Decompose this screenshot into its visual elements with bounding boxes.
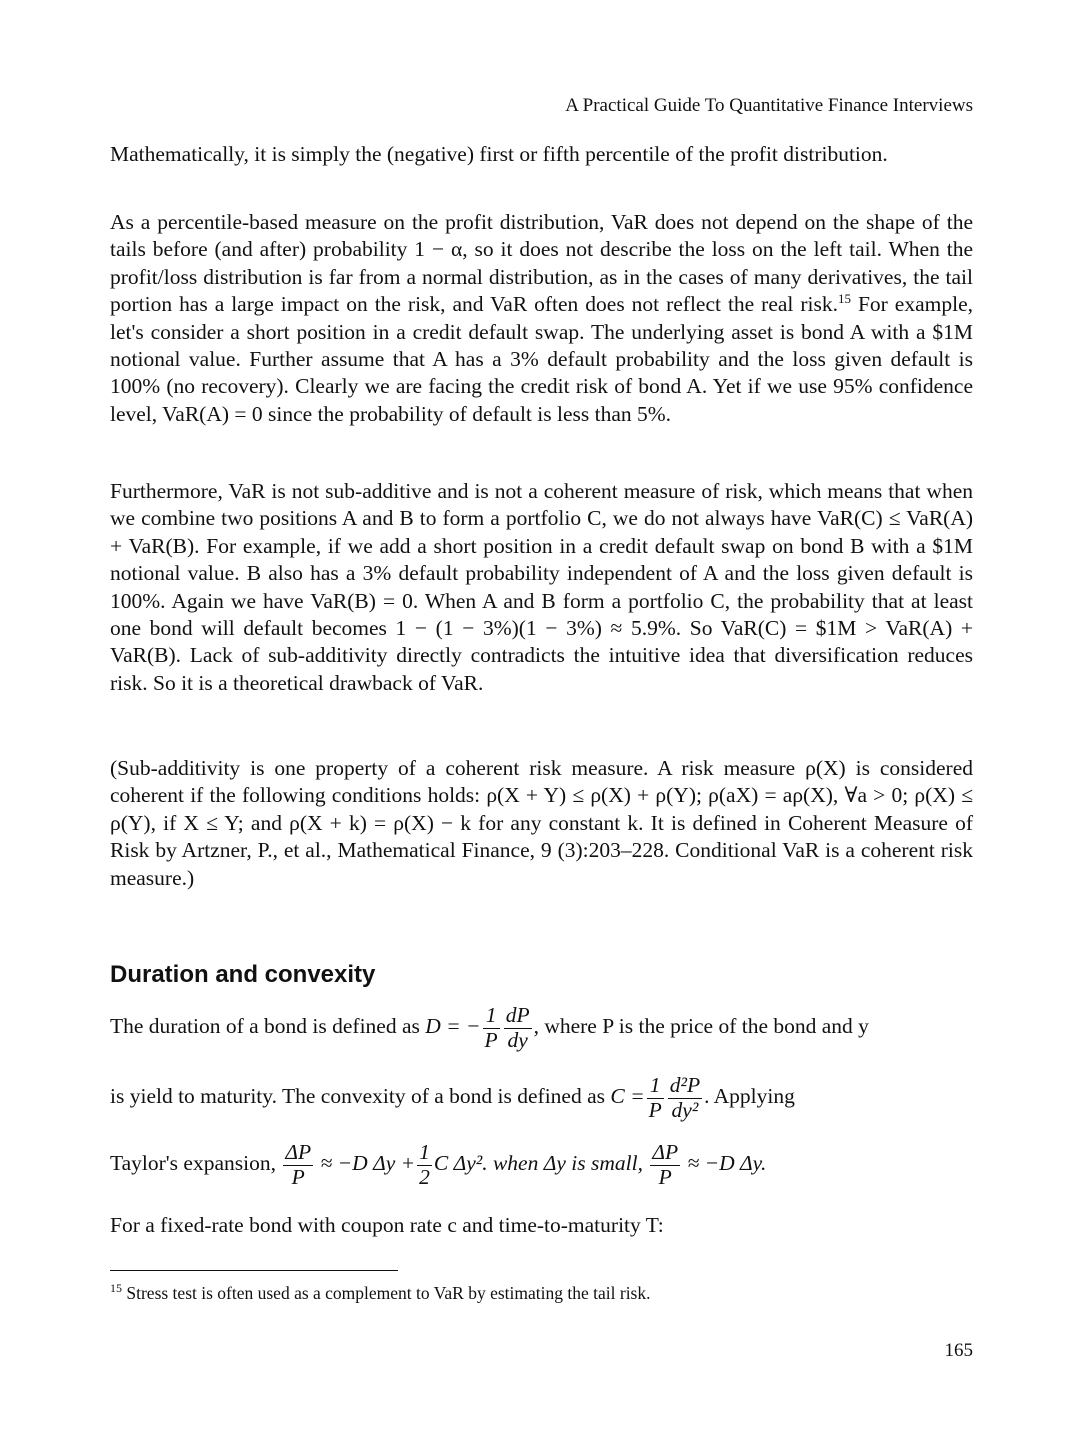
duration-num-2: dP: [505, 1003, 530, 1027]
convexity-fraction-1: [647, 1074, 664, 1122]
convexity-before: is yield to maturity. The convexity of a bond is defined as: [110, 1084, 605, 1109]
taylor-mid: ≈ −D Δy +: [320, 1151, 416, 1176]
duration-den-1: P: [484, 1027, 498, 1052]
paragraph-var-percentile: Mathematically, it is simply the (negative) first or fifth percentile of the profit distribution.: [110, 142, 888, 166]
fixed-rate-bond-line: For a fixed-rate bond with coupon rate c and time-to-maturity T:: [110, 1213, 664, 1237]
taylor-fraction-1: [283, 1141, 313, 1189]
running-header: A Practical Guide To Quantitative Finance Interviews: [565, 95, 973, 116]
convexity-lhs: C =: [610, 1084, 645, 1109]
paragraph-coherent-risk: (Sub-additivity is one property of a coherent risk measure. A risk measure ρ(X) is considered coherent if the following conditions holds: ρ(X + Y) ≤ ρ(X) + ρ(Y); ρ(aX) = aρ(X), ∀a > 0; ρ(X) ≤ ρ(Y), if X ≤ Y; and ρ(X + k) = ρ(X) − k for any constant k. It is defined in Coherent Measure of Risk by Artzner, P., et al., Mathematical Finance, 9 (3):203–228. Conditional VaR is a coherent risk measure.): [110, 756, 973, 890]
duration-num-1: 1: [483, 1004, 500, 1029]
paragraph-sub-additivity: Furthermore, VaR is not sub-additive and is not a coherent measure of risk, which means that when we combine two positions A and B to form a portfolio C, we do not always have VaR(C) ≤ VaR(A) + VaR(B). For example, if we add a short position in a credit default swap on bond B with a $1M notional value. B also has a 3% default probability independent of A and the loss given default is 100%. Again we have VaR(B) = 0. When A and B form a portfolio C, the probability that at least one bond will default becomes 1 − (1 − 3%)(1 − 3%) ≈ 5.9%. So VaR(C) = $1M > VaR(A) + VaR(B). Lack of sub-additivity directly contradicts the intuitive idea that diversification reduces risk. So it is a theoretical drawback of VaR.: [110, 479, 973, 695]
duration-definition-line: [110, 1004, 973, 1052]
duration-lhs: D = −: [425, 1014, 481, 1039]
footnote-divider: [110, 1270, 398, 1271]
convexity-num-1: 1: [647, 1074, 664, 1099]
taylor-before: Taylor's expansion,: [110, 1151, 276, 1176]
taylor-num-3: ΔP: [652, 1140, 679, 1164]
footnote-marker: 15: [110, 1281, 122, 1295]
footnote-text: Stress test is often used as a complement to VaR by estimating the tail risk.: [126, 1282, 651, 1303]
paragraph-var-tail-risk: [110, 209, 973, 428]
taylor-den-2: 2: [419, 1164, 430, 1189]
taylor-expansion-line: [110, 1141, 973, 1189]
paragraph-var-tail-risk-part1: As a percentile-based measure on the profit distribution, VaR does not depend on the shape of the tails before (and after) probability 1 − α, so it does not describe the loss on the left tail. When the profit/loss distribution is far from a normal distribution, as in the cases of many derivatives, the tail portion has a large impact on the risk, and VaR often does not reflect the real risk.: [110, 210, 973, 317]
duration-den-2: dy: [507, 1027, 528, 1052]
convexity-den-1: P: [648, 1097, 662, 1122]
taylor-num-1: ΔP: [285, 1140, 312, 1164]
duration-after: , where P is the price of the bond and y: [533, 1014, 869, 1039]
taylor-den-1: P: [291, 1164, 305, 1189]
page-number: 165: [944, 1340, 973, 1361]
taylor-fraction-3: [650, 1141, 680, 1189]
taylor-den-3: P: [658, 1164, 672, 1189]
taylor-num-2: 1: [419, 1140, 430, 1164]
footnote: [110, 1281, 651, 1304]
convexity-den-2: dy²: [671, 1097, 699, 1122]
convexity-fraction-2: [668, 1074, 702, 1122]
duration-intro: The duration of a bond is defined as: [110, 1014, 420, 1039]
taylor-tail: C Δy². when Δy is small,: [433, 1151, 643, 1176]
footnote-reference: 15: [838, 291, 851, 307]
convexity-num-2: d²P: [669, 1073, 701, 1097]
taylor-fraction-2: [417, 1141, 432, 1189]
duration-fraction-2: [504, 1004, 532, 1052]
convexity-definition-line: [110, 1074, 973, 1122]
convexity-after: . Applying: [704, 1084, 795, 1109]
taylor-end: ≈ −D Δy.: [687, 1151, 767, 1176]
paragraph-var-tail-risk-part2: For example, let's consider a short position in a credit default swap. The underlying asset is bond A with a $1M notional value. Further assume that A has a 3% default probability and the loss given default is 100% (no recovery). Clearly we are facing the credit risk of bond A. Yet if we use 95% confidence level, VaR(A) = 0 since the probability of default is less than 5%.: [110, 292, 973, 426]
duration-fraction-1: [483, 1004, 500, 1052]
section-heading: Duration and convexity: [110, 961, 376, 988]
